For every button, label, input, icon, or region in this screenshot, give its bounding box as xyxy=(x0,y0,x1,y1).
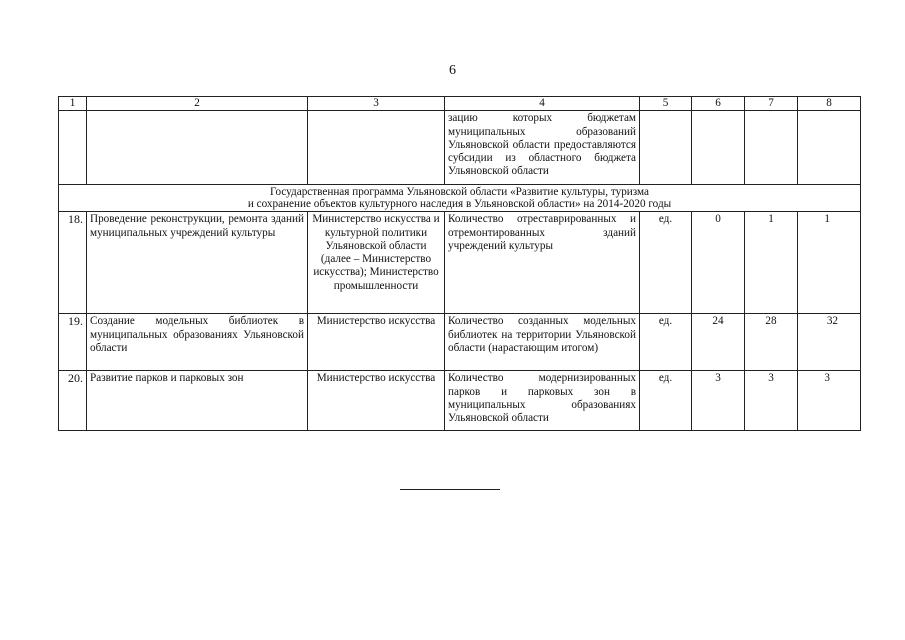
row-value-cell: 28 xyxy=(745,314,798,371)
row-unit-cell: ед. xyxy=(640,371,692,431)
continuation-row xyxy=(59,111,861,185)
section-header-row xyxy=(59,185,861,212)
row-number: 18. xyxy=(59,212,87,314)
row-value-cell: 24 xyxy=(692,314,745,371)
section-title-line-2: и сохранение объектов культурного наследия в Ульяновской области» на 2014-2020 годы xyxy=(247,198,672,211)
row-executor-cell: Министерство искусства и культурной политики Ульяновской области (далее – Министерство искусства); Министерство промышленности xyxy=(308,212,445,314)
column-header: 6 xyxy=(692,97,745,111)
row-value-cell: 32 xyxy=(798,314,861,371)
column-header: 1 xyxy=(59,97,87,111)
row-value-cell: 1 xyxy=(745,212,798,314)
row-value-cell: 1 xyxy=(798,212,861,314)
row-unit-cell: ед. xyxy=(640,212,692,314)
row-indicator-cell: Количество отреставрированных и отремонтированных зданий учреждений культуры xyxy=(445,212,640,314)
row-number: 19. xyxy=(59,314,87,371)
row-executor-cell: Министерство искусства xyxy=(308,314,445,371)
column-header: 2 xyxy=(87,97,308,111)
footer-divider xyxy=(400,489,500,490)
row-name-cell: Создание модельных библиотек в муниципальных образованиях Ульяновской области xyxy=(87,314,308,371)
row-indicator-cell: Количество модернизированных парков и парковых зон в муниципальных образованиях Ульяновской области xyxy=(445,371,640,431)
column-header: 4 xyxy=(445,97,640,111)
row-name-cell: Развитие парков и парковых зон xyxy=(87,371,308,431)
column-header: 7 xyxy=(745,97,798,111)
column-header: 5 xyxy=(640,97,692,111)
row-executor-cell: Министерство искусства xyxy=(308,371,445,431)
program-indicators-table xyxy=(58,96,861,431)
section-title-line-1: Государственная программа Ульяновской области «Развитие культуры, туризма xyxy=(269,186,650,199)
table-row xyxy=(59,371,861,431)
row-number: 20. xyxy=(59,371,87,431)
column-number-row xyxy=(59,97,861,111)
row-indicator-cell: Количество созданных модельных библиотек на территории Ульяновской области (нарастающим итогом) xyxy=(445,314,640,371)
table-row xyxy=(59,212,861,314)
row-value-cell: 0 xyxy=(692,212,745,314)
row-value-cell: 3 xyxy=(798,371,861,431)
column-header: 3 xyxy=(308,97,445,111)
row-value-cell: 3 xyxy=(692,371,745,431)
section-title xyxy=(59,185,861,212)
table-row xyxy=(59,314,861,371)
column-header: 8 xyxy=(798,97,861,111)
row-value-cell: 3 xyxy=(745,371,798,431)
row-unit-cell: ед. xyxy=(640,314,692,371)
row-name-cell: Проведение реконструкции, ремонта зданий муниципальных учреждений культуры xyxy=(87,212,308,314)
page-number: 6 xyxy=(449,63,456,78)
continuation-indicator-cell: зацию которых бюджетам муниципальных образований Ульяновской области предоставляются субсидии из областного бюджета Ульяновской области xyxy=(445,111,640,185)
